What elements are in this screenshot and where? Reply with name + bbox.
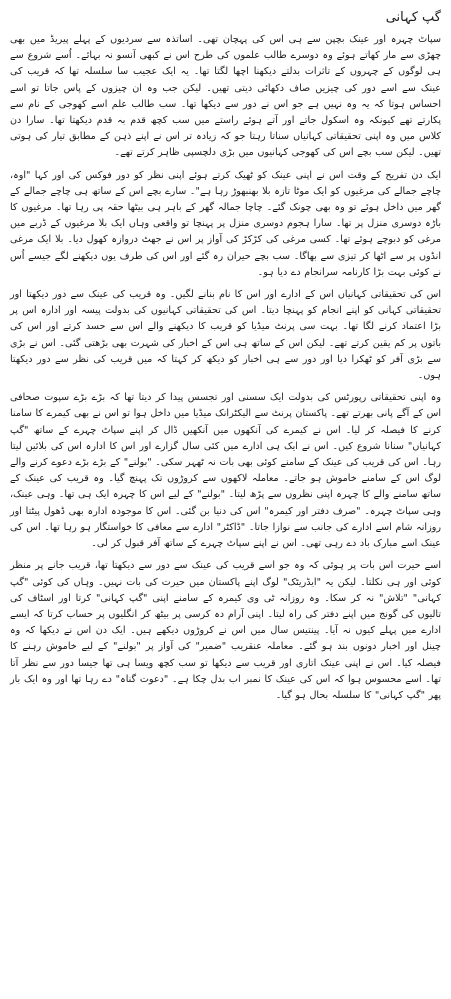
article-paragraph: ایک دن تفریح کے وقت اس نے اپنی عینک کو ٹھیک کرتے ہوئے اپنی نظر کو دور فوکس کی اور کہا "اوہ، چاچے جمالے کی مرغیوں کو ایک موٹا تازہ بلا بھنبھوڑ رہا ہے"۔ سارے بچے اس کے ساتھ ہی چاچے جمالے کے گھر میں داخل ہوئے تو وہ بھی چونک گئے۔ چاچا جمالہ گھر کے باہر ہی بیٹھا حقہ پی رہا تھا۔ مرغیوں کا باڑہ دوسری منزل پر تھا۔ سارا ہجوم دوسری منزل پر پہنچا تو واقعی وہاں ایک بلا مرغیوں کے ڈربے میں مرغی کو دبوچے ہوئے تھا۔ کسی مرغی کی کڑکڑ کی آواز پر اس نے جھٹ دروازہ کھول دیا۔ بلا ایک مرغی انڈوں پر سے اٹھا کر تیزی سے بھاگا۔ سب بچے حیران رہ گئے اور اس کی طرف یوں دیکھنے لگے جیسے اُس نے کوئی بہت بڑا کارنامہ سرانجام دے دیا ہو۔: [10, 169, 441, 278]
article-paragraph: اسے حیرت اس بات پر ہوئی کہ وہ جو اسے قریب کی عینک سے دور سے دیکھتا تھا، قریب جانے پر منظر کوئی اور ہی نکلتا۔ لیکن یہ "ایڈریٹک" لوگ اپنے پاکستان میں حیرت کی بات نہیں۔ وہاں کی کوئی "گپ کہانی" "تلاش" نہ کر سکا۔ وہ روزانہ ٹی وی کیمرہ کے سامنے اپنی "گپ کہانی" کرتا اور اسٹاف کی تالیوں کی گونج میں اپنے دفتر کی راہ لیتا۔ اپنی آرام دہ کرسی پر بیٹھ کر انگلیوں پر حساب کرتا کہ ایسے ادارے میں پہلے کیوں نہ آیا۔ پینتیس سال میں اس نے کروڑوں دیکھے ہیں۔ ایک دن اس نے دیکھا کہ وہ چینل اور اخبار دونوں بند ہو گئے۔ معاملہ عنقریب "ضمیر" کی آواز پر "بولنے" کے لیے خاموش رہنے کا فیصلہ کیا۔ اس نے اپنی عینک اتاری اور قریب سے دیکھا تو سب کچھ ویسا ہی تھا جیسا دور سے نظر آتا تھا۔ اسے محسوس ہوا کہ اس کی عینک کا نمبر اب بدل چکا ہے۔ "دعوت گناہ" دے رہا تھا اور وہ ایک بار پھر "گپ کہانی" کا سلسلہ بحال ہو گیا۔: [10, 560, 441, 701]
article-paragraph: اس کی تحقیقاتی کہانیاں اس کے ادارے اور اس کا نام بنانے لگیں۔ وہ قریب کی عینک سے دور دیکھتا اور تحقیقاتی کہانی کو اپنے انجام کو پہنچا دیتا۔ اس کی تحقیقاتی کہانیوں کی بدولت پیسہ اور ادارہ اس پر بڑا اعتماد کرنے لگا تھا۔ بہت سی پرنٹ میڈیا کو قریب کا دیکھنے والے اس سے حسد کرتے اور اس کی باتوں پر کم یقین کرتے تھے۔ لیکن اس کے ساتھ ہی اس کے اخبار کی شہرت بھی بڑھتی گئی۔ اس نے بڑی سے بڑی آفر کو ٹھکرا دیا اور دور سے ہی اخبار کو دیکھ کر کہتا کہ میں قریب کی نظر سے دور دیکھتا ہوں۔: [10, 289, 441, 382]
article-paragraph: سپاٹ چہرہ اور عینک بچپن سے ہی اس کی پہچان تھی۔ اساتذہ سے سردیوں کے پہلے پیریڈ میں بھی چھڑی سے مار کھاتے ہوئے وہ دوسرے طالب علموں کی طرح اس نے کبھی آنسو نہ بہائے۔ اُسے شروع سے ہی لوگوں کے چہروں کے تاثرات بدلتے دیکھنا اچھا لگتا تھا۔ یہ ایک عجیب سا سلسلہ تھا کہ قریب کی عینک سے اسے دور کی چیزیں صاف دکھائی دیتی تھیں۔ لیکن جب وہ ان چیزوں کے پاس جاتا تو اسے احساس ہوتا کہ یہ وہ نہیں ہے جو اس نے دور سے دیکھا تھا۔ سب طالب علم اسے کھوجی کے نام سے پکارتے تھے کیونکہ وہ اسکول جاتے اور آتے ہوئے راستے میں سب کچھ قدم بہ قدم دیکھتا تھا۔ سارا دن کلاس میں وہ اپنی تحقیقاتی کہانیاں سناتا رہتا جو کہ زیادہ تر اس نے اپنے ذہن کے مطابق تیار کی ہوتی تھیں۔ لیکن سب بچے اس کی کھوجی کہانیوں میں بڑی دلچسپی ظاہر کرتے تھے۔: [10, 34, 441, 159]
article-title: گپ کہانی: [385, 10, 441, 25]
article-paragraph: وہ اپنی تحقیقاتی رپورٹس کی بدولت ایک سسنی اور تجسس پیدا کر دیتا تھا کہ بڑے بڑے سپوت صحافی اس کے آگے پانی بھرتے تھے۔ پاکستان پرنٹ سے الیکٹرانک میڈیا میں داخل ہوا تو اس نے بھی کیمرے کا سامنا کرنے کا فیصلہ کر لیا۔ اس نے کیمرے کی آنکھوں میں آنکھیں ڈال کر اپنے سپاٹ چہرے کے ساتھ "گپ کہانیاں" سنانا شروع کیں۔ اس نے ایک ہی ادارے میں کئی سال گزارے اور اس کا ادارہ اس کی بلائیں لیتا رہا۔ اس کی قریب کی عینک کے سامنے کوئی بھی بات نہ ٹھہر سکی۔ "بولنے" کے بڑے بڑے دعوے کرنے والے لوگ اس کے سامنے خاموش ہو جاتے۔ معاملہ لاکھوں سے کروڑوں تک پہنچ گیا۔ وہ قریب کی عینک کے ساتھ سامنے والے کا چہرہ اپنی نظروں سے پڑھ لیتا۔ "بولنے" کے لیے اس کا چہرہ ایک ہی تھا۔ وہی عینک، وہی سپاٹ چہرہ۔ "صرف دفتر اور کیمرہ" اس کی دنیا بن گئی۔ اس کا موجودہ ادارہ بھی ڈھول پیٹتا اور روزانہ شام اسے ادارے کی جانب سے نوازا جاتا۔ "ڈاکٹر" ادارے سے معافی کا خواستگار ہو رہا تھا۔ اس کی عینک اسے مبارک باد دے رہی تھی۔ اس نے اپنے سپاٹ چہرے کے ساتھ آفر قبول کر لی۔: [10, 392, 441, 550]
